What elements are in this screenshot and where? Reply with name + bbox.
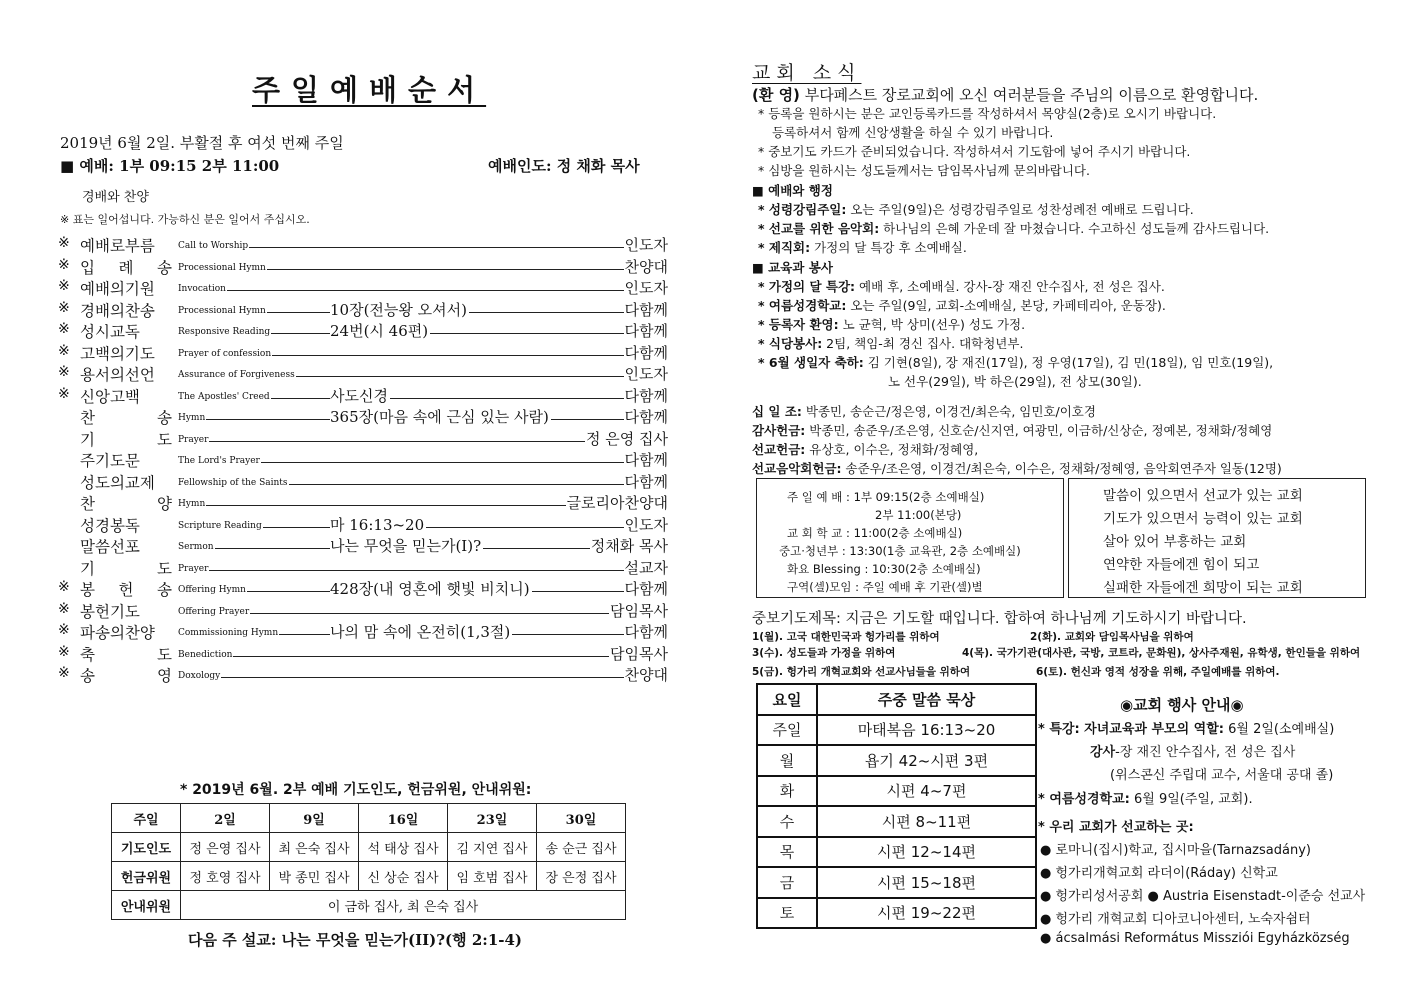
list-item <box>758 296 1166 314</box>
mission-item: ● 헝가리개혁교회 라더이(Ráday) 신학교 <box>1040 866 1278 881</box>
schedule-line: 구역(셀)모임 : 주일 예배 후 기관(셀)별 <box>787 580 983 594</box>
order-item-name: 성시교독 <box>80 323 140 341</box>
order-item-english: Benediction <box>178 649 233 660</box>
item-label: * 선교를 위한 음악회: <box>758 221 880 236</box>
table-row <box>112 833 626 862</box>
event-text: 6월 2일(소예배실) <box>1224 722 1335 737</box>
order-item-name: 축 도 <box>80 645 172 664</box>
order-item-name: 주기도문 <box>80 452 140 470</box>
stand-marker: ※ <box>58 385 70 402</box>
order-item-name: 경배의찬송 <box>80 301 155 320</box>
scripture-cell: 시편 8~11편 <box>817 806 1036 837</box>
order-item-name: 봉헌기도 <box>80 602 140 621</box>
speaker-credit: (위스콘신 주립대 교수, 서울대 공대 졸) <box>1110 768 1334 783</box>
order-item-leader: 글로리아찬양대 <box>566 494 668 512</box>
order-item-leader: 다함께 <box>624 343 668 362</box>
table-row <box>757 745 1036 776</box>
order-item-english: Hymn <box>178 499 206 509</box>
motto-line: 실패한 자들에겐 희망이 되는 교회 <box>1103 580 1303 596</box>
leader-line <box>289 484 624 485</box>
motto-line: 연약한 자들에겐 힘이 되고 <box>1103 557 1260 573</box>
schedule-line: 화요 Blessing : 10:30(2층 소예배실) <box>787 562 981 576</box>
schedule-line: 2부 11:00(본당) <box>875 508 962 522</box>
order-item-leader: 담임목사 <box>610 644 668 663</box>
order-item-name: 말씀선포 <box>80 538 140 556</box>
order-item-leader: 정채화 목사 <box>590 537 668 555</box>
duty-title: * 2019년 6월. 2부 예배 기도인도, 헌금위원, 안내위원: <box>180 782 532 798</box>
order-item-name: 찬 송 <box>80 409 172 427</box>
order-item <box>58 363 668 385</box>
schedule-line: 중고·청년부 : 13:30(1층 교육관, 2층 소예배실) <box>779 544 1021 558</box>
duty-header: 23일 <box>448 804 537 833</box>
duty-cell: 송 순근 집사 <box>537 833 626 862</box>
order-item-english: Invocation <box>178 284 226 294</box>
item-text: 노 균혁, 박 상미(선우) 성도 가정. <box>838 317 1026 332</box>
order-item-detail: 10장(전능왕 오셔서) <box>330 300 467 319</box>
section-education: ■ 교육과 봉사 <box>752 260 833 275</box>
offering-line <box>752 402 1096 420</box>
prayer-item: 3(수). 성도들과 가정을 위하여 <box>752 647 896 659</box>
table-row <box>757 837 1036 868</box>
leader-line <box>249 247 624 248</box>
stand-marker: ※ <box>58 643 70 660</box>
order-item-english: Doxology <box>178 671 221 681</box>
table-row <box>757 776 1036 807</box>
mission-title: * 우리 교회가 선교하는 곳: <box>1038 820 1194 835</box>
offering-text: 송준우/조은영, 이경건/최은숙, 이수은, 정채화/정혜영, 음악회연주자 일동(12명) <box>841 461 1282 476</box>
offering-line <box>752 459 1282 477</box>
order-item-english: Offering Prayer <box>178 606 250 617</box>
order-item-leader: 담임목사 <box>610 601 668 620</box>
offering-text: 박종민, 송준우/조은영, 신호순/신지연, 여광민, 이금하/신상순, 정예본, 정채화/정혜영 <box>805 423 1273 438</box>
weekday-cell: 금 <box>757 867 817 898</box>
prayer-item: 6(토). 헌신과 영적 성장을 위해, 주일예배를 위하여. <box>1036 666 1280 678</box>
mission-item: ● 로마니(집시)학교, 집시마을(Tarnazsadány) <box>1040 843 1311 858</box>
order-item <box>58 428 668 450</box>
duty-cell: 신 상순 집사 <box>359 862 448 891</box>
order-item-name: 용서의선언 <box>80 366 155 384</box>
order-item-english: Processional Hymn <box>178 262 266 273</box>
order-item-leader: 찬양대 <box>624 666 668 684</box>
order-item <box>58 406 668 428</box>
leader-line <box>209 570 624 571</box>
event-speaker <box>1090 741 1295 760</box>
scripture-cell: 마태복음 16:13~20 <box>817 715 1036 746</box>
duty-header: 9일 <box>270 804 359 833</box>
order-item-name: 봉 헌 송 <box>80 581 172 599</box>
news-title: 교회 소식 <box>752 62 862 84</box>
weekday-cell: 월 <box>757 745 817 776</box>
item-label: * 여름성경학교: <box>758 298 847 313</box>
duty-cell: 석 태상 집사 <box>359 833 448 862</box>
order-item-name: 고백의기도 <box>80 344 155 363</box>
prayer-item: 2(화). 교회와 담임목사님을 위하여 <box>1030 631 1194 643</box>
order-item <box>58 299 668 321</box>
list-item <box>758 277 1165 295</box>
item-label: * 등록자 환영: <box>758 317 839 332</box>
table-row <box>112 862 626 891</box>
order-item-name: 파송의찬양 <box>80 624 155 642</box>
next-sermon: 다음 주 설교: 나는 무엇을 믿는가(II)?(행 2:1-4) <box>188 931 523 949</box>
order-item-name: 성경봉독 <box>80 516 140 535</box>
duty-header: 30일 <box>537 804 626 833</box>
speaker-label: 강사 <box>1090 745 1116 760</box>
leader-line <box>271 398 624 399</box>
leader-line <box>209 441 585 442</box>
item-text: 하나님의 은혜 가운데 잘 마쳤습니다. 수고하신 성도들께 감사드립니다. <box>879 221 1270 236</box>
weekly-header: 주중 말씀 묵상 <box>817 684 1036 715</box>
left-page <box>0 0 700 992</box>
order-item <box>58 578 668 600</box>
welcome-text: 부다페스트 장로교회에 오신 여러분들을 주님의 이름으로 환영합니다. <box>804 86 1259 104</box>
order-item-english: Processional Hymn <box>178 305 266 316</box>
offering-label: 십 일 조: <box>752 404 802 419</box>
stand-marker: ※ <box>58 256 70 273</box>
date-line: 2019년 6월 2일. 부활절 후 여섯 번째 주일 <box>60 134 344 152</box>
duty-cell: 최 은숙 집사 <box>270 833 359 862</box>
prayer-title: 중보기도제목: 지금은 기도할 때입니다. 합하여 하나님께 기도하시기 바랍니다. <box>752 611 1247 627</box>
offering-label: 선교음악회헌금: <box>752 461 842 476</box>
scripture-cell: 시편 15~18편 <box>817 867 1036 898</box>
order-item <box>58 492 668 514</box>
scripture-cell: 욥기 42~시편 3편 <box>817 745 1036 776</box>
duty-cell: 임 호범 집사 <box>448 862 537 891</box>
item-label: * 성령강림주일: <box>758 202 847 217</box>
item-label: * 가정의 달 특강: <box>758 279 856 294</box>
motto-line: 살아 있어 부흥하는 교회 <box>1103 534 1247 550</box>
item-label: * 6월 생일자 축하: <box>758 355 864 370</box>
duty-header: 2일 <box>181 804 270 833</box>
prayer-item: 5(금). 헝가리 개혁교회와 선교사님들을 위하여 <box>752 666 971 678</box>
leader-line <box>271 333 624 334</box>
prayer-item: 1(월). 고국 대한민국과 헝가리를 위하여 <box>752 631 940 643</box>
duty-cell: 김 지연 집사 <box>448 833 537 862</box>
order-item-leader: 찬양대 <box>624 257 668 276</box>
item-text: 오는 주일(9일)은 성령강림주일로 성찬성례전 예배로 드립니다. <box>846 202 1194 217</box>
duty-row-label: 안내위원 <box>112 891 181 920</box>
list-item <box>758 353 1273 371</box>
leader-line <box>221 677 624 678</box>
duty-header: 16일 <box>359 804 448 833</box>
welcome-item: * 심방을 원하시는 성도들께서는 담임목사님께 문의바랍니다. <box>758 163 1090 178</box>
order-item <box>58 320 668 342</box>
welcome-line <box>752 84 1258 105</box>
table-row <box>757 715 1036 746</box>
intro-label: 경배와 찬양 <box>82 190 149 205</box>
order-item-name: 신앙고백 <box>80 387 140 406</box>
scripture-cell: 시편 4~7편 <box>817 776 1036 807</box>
page-title: 주일예배순서 <box>252 73 487 107</box>
order-item <box>58 664 668 686</box>
order-item-leader: 인도자 <box>624 515 668 534</box>
motto-box <box>1068 478 1366 598</box>
mission-item: ● ácsalmási Református Missziói Egyházközség <box>1040 931 1350 946</box>
offering-label: 감사헌금: <box>752 423 806 438</box>
order-item-name: 찬 양 <box>80 495 172 513</box>
order-item-leader: 다함께 <box>624 623 668 641</box>
table-row <box>757 867 1036 898</box>
birthday-continuation: 노 선우(29일), 박 하은(29일), 전 상모(30일). <box>888 374 1142 389</box>
order-item-leader: 정 은영 집사 <box>586 429 668 448</box>
order-item-detail: 나는 무엇을 믿는가(I)? <box>330 537 482 555</box>
order-item-detail: 365장(마음 속에 근심 있는 사람) <box>330 408 549 426</box>
offering-label: 선교헌금: <box>752 442 806 457</box>
order-item <box>58 600 668 622</box>
order-item-leader: 인도자 <box>624 279 668 297</box>
event-label: * 여름성경학교: <box>1038 792 1130 807</box>
order-item-english: Sermon <box>178 542 214 552</box>
item-text: 2팀, 책임-최 경신 집사. 대학청년부. <box>822 336 1024 351</box>
schedule-line: 교 회 학 교 : 11:00(2층 소예배실) <box>787 526 963 540</box>
mission-item: ● 헝가리 개혁교회 디아코니아센터, 노숙자쉼터 <box>1040 912 1311 927</box>
order-item <box>58 514 668 536</box>
event-lecture <box>1038 718 1334 737</box>
welcome-item: * 중보기도 카드가 준비되었습니다. 작성하셔서 기도함에 넣어 주시기 바랍니다. <box>758 144 1191 159</box>
order-item-english: Commissioning Hymn <box>178 628 279 638</box>
order-item-english: The Lord's Prayer <box>178 456 260 466</box>
offering-text: 박종민, 송순근/정은영, 이경건/최은숙, 임민호/이호경 <box>801 404 1096 419</box>
section-worship: ■ 예배와 행정 <box>752 183 833 198</box>
offering-text: 유상호, 이수은, 정채화/정혜영, <box>805 442 979 457</box>
event-vbs <box>1038 788 1253 807</box>
order-item-name: 예배의기원 <box>80 280 155 298</box>
order-item-english: Prayer of confession <box>178 348 272 359</box>
order-item-leader: 인도자 <box>624 236 668 254</box>
weekly-scripture-table <box>756 683 1037 929</box>
order-item-leader: 다함께 <box>624 322 668 340</box>
order-item-leader: 다함께 <box>624 451 668 469</box>
stand-marker: ※ <box>58 622 70 638</box>
item-label: * 식당봉사: <box>758 336 823 351</box>
event-text: 6월 9일(주일, 교회). <box>1129 792 1253 807</box>
leader-line <box>296 376 624 377</box>
duty-table <box>111 803 626 920</box>
order-item-leader: 인도자 <box>624 365 668 383</box>
order-item-detail: 428장(내 영혼에 햇빛 비치니) <box>330 580 530 598</box>
leader-line <box>272 355 624 356</box>
order-item-name: 기 도 <box>80 559 172 578</box>
order-item <box>58 621 668 643</box>
order-item-english: Responsive Reading <box>178 327 271 337</box>
stand-marker: ※ <box>58 600 70 617</box>
item-text: 가정의 달 특강 후 소예배실. <box>810 240 967 255</box>
list-item <box>758 238 967 256</box>
motto-line: 기도가 있으면서 능력이 있는 교회 <box>1103 511 1303 527</box>
weekly-header-row <box>757 684 1036 715</box>
order-item-name: 입 례 송 <box>80 258 172 277</box>
list-item <box>758 315 1025 333</box>
order-item-leader: 설교자 <box>624 558 668 577</box>
order-item <box>58 471 668 493</box>
order-item-english: The Apostles' Creed <box>178 391 270 402</box>
leader-line <box>227 290 624 291</box>
weekly-header: 요일 <box>757 684 817 715</box>
order-item <box>58 256 668 278</box>
weekday-cell: 수 <box>757 806 817 837</box>
duty-cell: 정 은영 집사 <box>181 833 270 862</box>
item-text: 김 기현(8일), 장 재진(17일), 정 우영(17일), 김 민(18일), 임 민호(19일), <box>863 355 1274 370</box>
stand-note: ※ 표는 일어섭니다. 가능하신 분은 일어서 주십시오. <box>60 213 310 226</box>
order-item-detail: 나의 맘 속에 온전히(1,3절) <box>330 623 511 641</box>
order-item-leader: 다함께 <box>624 580 668 598</box>
schedule-box <box>756 478 1064 598</box>
order-item-english: Prayer <box>178 434 209 445</box>
order-item <box>58 557 668 579</box>
weekday-cell: 토 <box>757 898 817 929</box>
events-title: ◉교회 행사 안내◉ <box>1120 696 1244 714</box>
duty-row-label: 헌금위원 <box>112 862 181 891</box>
scripture-cell: 시편 19~22편 <box>817 898 1036 929</box>
order-item-english: Prayer <box>178 563 209 574</box>
item-text: 오는 주일(9일, 교회-소예배실, 본당, 카페테리아, 운동장). <box>846 298 1166 313</box>
weekday-cell: 목 <box>757 837 817 868</box>
order-item-leader: 다함께 <box>624 386 668 405</box>
stand-marker: ※ <box>58 235 70 251</box>
duty-cell: 장 은정 집사 <box>537 862 626 891</box>
usher-cell: 이 금하 집사, 최 은숙 집사 <box>181 891 626 920</box>
order-item-detail: 마 16:13~20 <box>330 515 425 534</box>
stand-marker: ※ <box>58 364 70 380</box>
list-item <box>758 219 1269 237</box>
leader-line <box>233 656 609 657</box>
prayer-item: 4(목). 국가기관(대사관, 국방, 코트라, 문화원), 상사주재원, 유학생, 한인들을 위하여 <box>962 647 1361 659</box>
order-item-leader: 다함께 <box>624 408 668 426</box>
table-row <box>112 891 626 920</box>
weekday-cell: 화 <box>757 776 817 807</box>
stand-marker: ※ <box>58 321 70 337</box>
motto-line: 말씀이 있으면서 선교가 있는 교회 <box>1103 488 1303 504</box>
item-text: 예배 후, 소예배실. 강사-장 재진 안수집사, 전 성은 집사. <box>855 279 1165 294</box>
order-item-detail: 사도신경 <box>330 386 388 405</box>
order-item-name: 기 도 <box>80 430 172 449</box>
weekday-cell: 주일 <box>757 715 817 746</box>
schedule-line: 주 일 예 배 : 1부 09:15(2층 소예배실) <box>787 490 985 504</box>
order-item <box>58 234 668 256</box>
stand-marker: ※ <box>58 579 70 595</box>
stand-marker: ※ <box>58 665 70 681</box>
speaker-text: -장 재진 안수집사, 전 성은 집사 <box>1115 745 1296 760</box>
duty-row-label: 기도인도 <box>112 833 181 862</box>
table-row <box>757 806 1036 837</box>
duty-header: 주일 <box>112 804 181 833</box>
order-item-leader: 다함께 <box>624 472 668 491</box>
order-item-english: Hymn <box>178 413 206 423</box>
stand-marker: ※ <box>58 299 70 316</box>
stand-marker: ※ <box>58 278 70 294</box>
order-item-leader: 다함께 <box>624 300 668 319</box>
order-item <box>58 342 668 364</box>
offering-line <box>752 440 978 458</box>
order-item-english: Call to Worship <box>178 241 249 251</box>
leader-line <box>261 462 624 463</box>
leader-line <box>267 269 624 270</box>
order-item-english: Fellowship of the Saints <box>178 477 288 488</box>
order-item-english: Offering Hymn <box>178 585 246 595</box>
worship-leader: 예배인도: 정 채화 목사 <box>488 157 640 175</box>
welcome-item: * 등록을 원하시는 분은 교인등록카드를 작성하셔서 목양실(2층)로 오시기 바랍니다. <box>758 106 1217 121</box>
order-of-service <box>58 234 668 686</box>
order-item-name: 성도의교제 <box>80 473 155 492</box>
list-item <box>758 334 1023 352</box>
order-item-english: Assurance of Forgiveness <box>178 370 295 380</box>
worship-time: ■ 예배: 1부 09:15 2부 11:00 <box>60 157 280 175</box>
order-item-english: Scripture Reading <box>178 520 262 531</box>
order-item-name: 예배로부름 <box>80 237 155 255</box>
order-item <box>58 449 668 471</box>
order-item <box>58 535 668 557</box>
welcome-label: (환 영) <box>752 86 800 104</box>
order-item <box>58 385 668 407</box>
order-item-name: 송 영 <box>80 667 172 685</box>
duty-header-row <box>112 804 626 833</box>
table-row <box>757 898 1036 929</box>
leader-line <box>250 613 609 614</box>
list-item <box>758 200 1194 218</box>
right-page <box>700 0 1403 992</box>
leader-line <box>206 505 566 506</box>
event-label: * 특강: 자녀교육과 부모의 역할: <box>1038 722 1224 737</box>
welcome-item: 등록하셔서 함께 신앙생활을 하실 수 있기 바랍니다. <box>772 125 1054 140</box>
duty-cell: 박 종민 집사 <box>270 862 359 891</box>
mission-item: ● 헝가리성서공회 ● Austria Eisenstadt-이준승 선교사 <box>1040 889 1366 904</box>
duty-cell: 정 호영 집사 <box>181 862 270 891</box>
offering-line <box>752 421 1272 439</box>
order-item <box>58 643 668 665</box>
order-item <box>58 277 668 299</box>
scripture-cell: 시편 12~14편 <box>817 837 1036 868</box>
item-label: * 제직회: <box>758 240 811 255</box>
stand-marker: ※ <box>58 342 70 359</box>
order-item-detail: 24번(시 46편) <box>330 322 429 340</box>
leader-line <box>263 527 624 528</box>
